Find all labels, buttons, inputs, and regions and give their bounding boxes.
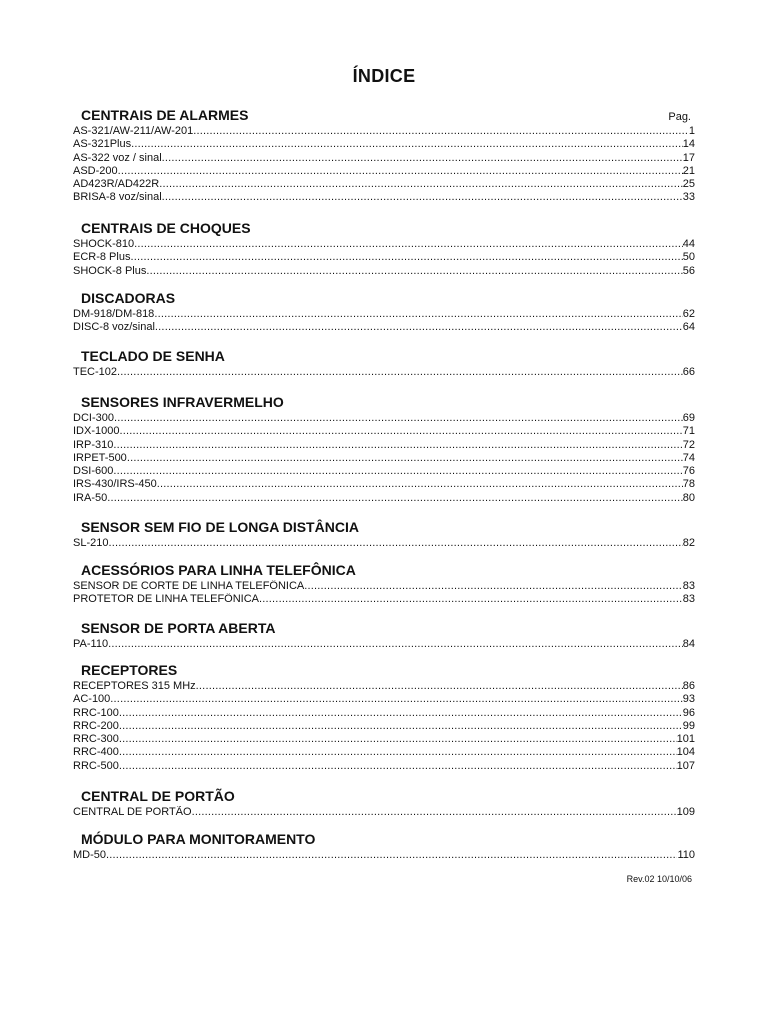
- entry-name: DM-918/DM-818: [73, 308, 155, 320]
- section-header: [73, 618, 695, 638]
- entry-page-number: 83: [682, 580, 695, 592]
- entry-page-number: 17: [682, 151, 695, 164]
- toc-section: [73, 105, 695, 205]
- dot-leader: [108, 638, 683, 651]
- entry-name: RRC-400: [73, 746, 119, 759]
- entry-page-number: 101: [676, 733, 695, 746]
- entry-name: DCI-300: [73, 412, 114, 424]
- toc-entry[interactable]: [73, 238, 695, 251]
- entry-name: BRISA-8 voz/sinal: [73, 191, 162, 204]
- entry-page-number: 44: [682, 238, 695, 250]
- toc-entry[interactable]: [73, 138, 695, 151]
- toc-entry[interactable]: [73, 191, 695, 204]
- dot-leader: [113, 439, 682, 452]
- entry-name: IRPET-500: [73, 451, 127, 464]
- dot-leader: [196, 680, 683, 693]
- entry-name: IRA-50: [73, 491, 108, 504]
- toc-entry[interactable]: [73, 707, 695, 720]
- dot-leader: [119, 746, 677, 759]
- dot-leader: [113, 465, 682, 478]
- entry-name: PA-110: [73, 638, 109, 650]
- entry-page-number: 80: [682, 491, 695, 504]
- entry-name: RECEPTORES 315 MHz: [73, 680, 196, 692]
- entry-name: SL-210: [73, 537, 109, 549]
- dot-leader: [119, 760, 677, 773]
- dot-leader: [119, 733, 677, 746]
- dot-leader: [193, 125, 689, 138]
- entry-name: RRC-300: [73, 733, 119, 746]
- entry-page-number: 83: [682, 593, 695, 606]
- toc-entry[interactable]: [73, 478, 695, 491]
- entry-page-number: 66: [682, 366, 695, 378]
- entry-name: RRC-100: [73, 706, 119, 719]
- toc-section: [73, 218, 695, 278]
- page-column-label: Pag.: [668, 111, 691, 123]
- entry-page-number: 21: [682, 164, 695, 177]
- entry-page-number: 33: [682, 191, 695, 204]
- dot-leader: [130, 251, 682, 264]
- section-title: CENTRAL DE PORTÃO: [81, 788, 235, 804]
- entry-page-number: 1: [688, 125, 695, 137]
- dot-leader: [114, 412, 683, 425]
- toc-entry[interactable]: [73, 412, 695, 425]
- toc-entry[interactable]: [73, 178, 695, 191]
- page-title: ÍNDICE: [352, 66, 416, 86]
- toc-entry[interactable]: [73, 465, 695, 478]
- toc-section: [73, 517, 695, 550]
- toc-section: [73, 392, 695, 505]
- section-header: [73, 560, 695, 580]
- dot-leader: [110, 693, 682, 706]
- entry-name: SENSOR DE CORTE DE LINHA TELEFÔNICA: [73, 580, 305, 592]
- toc-entry[interactable]: [73, 537, 695, 550]
- entry-page-number: 76: [682, 465, 695, 478]
- dot-leader: [106, 849, 677, 862]
- toc-entry[interactable]: [73, 720, 695, 733]
- entry-page-number: 96: [682, 706, 695, 719]
- toc-entry[interactable]: [73, 746, 695, 759]
- toc-entry[interactable]: [73, 251, 695, 264]
- entry-name: PROTETOR DE LINHA TELEFÔNICA: [73, 593, 260, 606]
- dot-leader: [159, 178, 683, 191]
- entry-name: DSI-600: [73, 465, 114, 478]
- dot-leader: [155, 321, 683, 334]
- toc-section: [73, 786, 695, 819]
- dot-leader: [127, 452, 683, 465]
- dot-leader: [117, 366, 683, 379]
- toc-entry[interactable]: [73, 439, 695, 452]
- entry-page-number: 64: [682, 321, 695, 334]
- entry-page-number: 82: [682, 537, 695, 549]
- section-title: DISCADORAS: [81, 290, 176, 306]
- entry-page-number: 78: [682, 478, 695, 491]
- toc-entry[interactable]: [73, 593, 695, 606]
- entry-name: MD-50: [73, 849, 107, 861]
- entry-page-number: 14: [682, 138, 695, 151]
- toc-entry[interactable]: [73, 366, 695, 379]
- dot-leader: [304, 580, 682, 593]
- entry-name: DISC-8 voz/sinal: [73, 321, 155, 334]
- dot-leader: [131, 138, 683, 151]
- entry-name: IDX-1000: [73, 425, 120, 438]
- dot-leader: [157, 478, 683, 491]
- section-title: ACESSÓRIOS PARA LINHA TELEFÔNICA: [81, 562, 356, 578]
- toc-entry[interactable]: [73, 425, 695, 438]
- section-title: TECLADO DE SENHA: [81, 348, 225, 364]
- entry-name: IRP-310: [73, 438, 114, 451]
- dot-leader: [134, 238, 683, 251]
- section-header: [73, 786, 695, 806]
- entry-page-number: 71: [682, 425, 695, 438]
- dot-leader: [119, 425, 682, 438]
- section-title: MÓDULO PARA MONITORAMENTO: [81, 831, 316, 847]
- toc-entry[interactable]: [73, 452, 695, 465]
- toc-entry[interactable]: [73, 492, 695, 505]
- section-header: [73, 105, 695, 125]
- toc-entry[interactable]: [73, 265, 695, 278]
- entry-page-number: 86: [682, 680, 695, 692]
- toc-section: [73, 618, 695, 651]
- section-title: SENSORES INFRAVERMELHO: [81, 394, 284, 410]
- entry-name: AD423R/AD422R: [73, 178, 160, 191]
- entry-page-number: 25: [682, 178, 695, 191]
- section-title: SENSOR SEM FIO DE LONGA DISTÂNCIA: [81, 519, 359, 535]
- dot-leader: [119, 707, 683, 720]
- toc-entry[interactable]: [73, 125, 695, 138]
- entry-page-number: 72: [682, 438, 695, 451]
- toc-section: [73, 560, 695, 607]
- toc-entry[interactable]: [73, 638, 695, 651]
- dot-leader: [192, 806, 677, 819]
- entry-page-number: 99: [682, 719, 695, 732]
- section-header: [73, 288, 695, 308]
- revision-label: Rev.02 10/10/06: [626, 874, 692, 884]
- toc-entry[interactable]: [73, 849, 695, 862]
- entry-page-number: 110: [677, 849, 695, 861]
- section-header: [73, 829, 695, 849]
- entry-page-number: 74: [682, 451, 695, 464]
- dot-leader: [146, 265, 682, 278]
- entry-name: AC-100: [73, 693, 111, 706]
- entry-name: RRC-500: [73, 759, 119, 772]
- section-title: SENSOR DE PORTA ABERTA: [81, 620, 276, 636]
- entry-name: TEC-102: [73, 366, 118, 378]
- toc-entry[interactable]: [73, 806, 695, 819]
- toc-section: [73, 288, 695, 335]
- section-title: CENTRAIS DE CHOQUES: [81, 220, 251, 236]
- dot-leader: [107, 492, 683, 505]
- entry-name: AS-322 voz / sinal: [73, 151, 162, 164]
- entry-page-number: 107: [676, 759, 695, 772]
- dot-leader: [259, 593, 683, 606]
- section-header: [73, 660, 695, 680]
- entry-name: ECR-8 Plus: [73, 251, 131, 264]
- entry-page-number: 104: [676, 746, 695, 759]
- toc-entry[interactable]: [73, 321, 695, 334]
- entry-page-number: 84: [682, 638, 695, 650]
- entry-name: RRC-200: [73, 719, 119, 732]
- toc-section: [73, 829, 695, 862]
- entry-name: IRS-430/IRS-450: [73, 478, 157, 491]
- dot-leader: [118, 165, 683, 178]
- section-header: [73, 346, 695, 366]
- entry-page-number: 69: [682, 412, 695, 424]
- entry-page-number: 50: [682, 251, 695, 264]
- dot-leader: [119, 720, 683, 733]
- entry-name: SHOCK-8 Plus: [73, 264, 147, 277]
- entry-name: AS-321/AW-211/AW-201: [73, 125, 194, 137]
- section-header: [73, 218, 695, 238]
- section-title: CENTRAIS DE ALARMES: [81, 107, 249, 123]
- entry-name: ASD-200: [73, 164, 118, 177]
- toc-entry[interactable]: [73, 152, 695, 165]
- entry-page-number: 109: [676, 806, 695, 818]
- toc-entry[interactable]: [73, 760, 695, 773]
- entry-name: AS-321Plus: [73, 138, 132, 151]
- dot-leader: [162, 152, 683, 165]
- toc-section: [73, 660, 695, 773]
- toc-entry[interactable]: [73, 165, 695, 178]
- entry-name: SHOCK-810: [73, 238, 135, 250]
- entry-page-number: 62: [682, 308, 695, 320]
- dot-leader: [162, 191, 683, 204]
- dot-leader: [108, 537, 682, 550]
- toc-entry[interactable]: [73, 693, 695, 706]
- toc-entry[interactable]: [73, 308, 695, 321]
- entry-page-number: 93: [682, 693, 695, 706]
- entry-name: CENTRAL DE PORTÃO: [73, 806, 192, 818]
- toc-entry[interactable]: [73, 733, 695, 746]
- section-title: RECEPTORES: [81, 662, 178, 678]
- dot-leader: [154, 308, 682, 321]
- section-header: [73, 517, 695, 537]
- toc-section: [73, 346, 695, 379]
- toc-entry[interactable]: [73, 580, 695, 593]
- toc-entry[interactable]: [73, 680, 695, 693]
- entry-page-number: 56: [682, 264, 695, 277]
- section-header: [73, 392, 695, 412]
